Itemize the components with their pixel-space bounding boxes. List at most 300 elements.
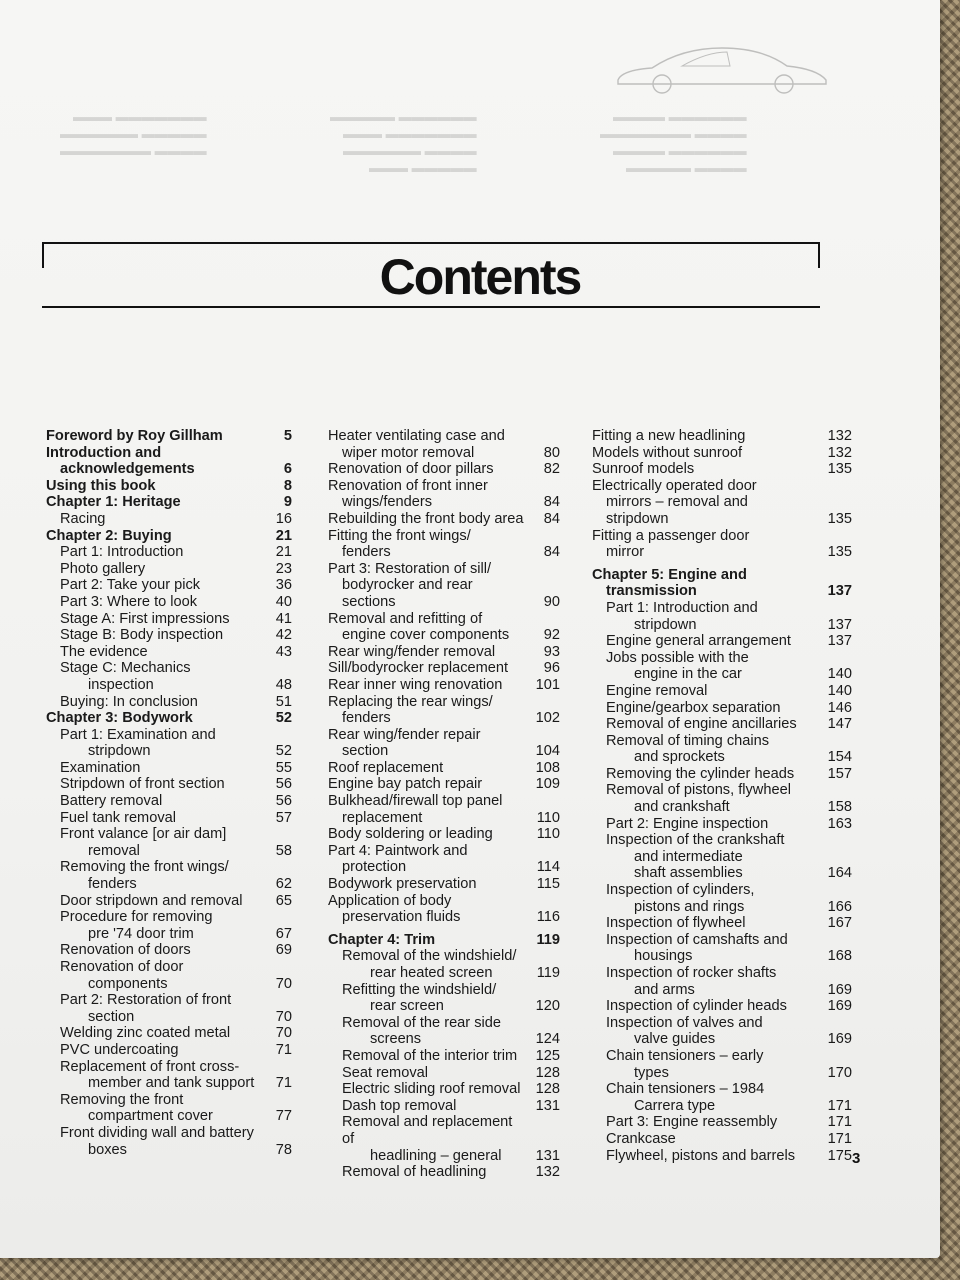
toc-entry-title bbox=[46, 528, 260, 545]
toc-entry bbox=[328, 1081, 560, 1098]
toc-page-number: 62 bbox=[275, 876, 292, 893]
toc-entry-text: Engine bay patch repair bbox=[328, 776, 483, 793]
toc-entry-title bbox=[46, 478, 260, 495]
toc-entry-text: Removal of engine ancillaries bbox=[606, 716, 797, 733]
toc-entry-text: Removal of pistons, flywheel bbox=[606, 782, 791, 799]
toc-entry-title bbox=[46, 561, 260, 578]
toc-entry-continuation: rear heated screen bbox=[370, 965, 493, 981]
toc-entry-title bbox=[46, 611, 260, 628]
show-through-text: ▬▬▬▬▬▬ ▬▬▬▬ ▬▬▬▬ ▬▬▬▬▬▬▬ ▬▬▬▬▬▬ ▬▬▬▬ ▬▬▬▬ ▬▬▬▬▬ bbox=[600, 109, 747, 175]
toc-entry bbox=[46, 611, 292, 628]
toc-entry-continuation: stripdown bbox=[88, 743, 151, 760]
toc-entry bbox=[328, 677, 560, 694]
toc-entry bbox=[328, 843, 560, 876]
toc-entry-text: Heater ventilating case and bbox=[328, 428, 505, 444]
toc-entry-title bbox=[592, 733, 820, 766]
toc-entry bbox=[592, 600, 852, 633]
toc-entry bbox=[328, 760, 560, 777]
toc-entry-title bbox=[46, 577, 260, 594]
toc-entry bbox=[592, 700, 852, 717]
toc-entry-title bbox=[592, 832, 820, 882]
toc-entry bbox=[592, 716, 852, 733]
toc-entry-title bbox=[328, 1015, 528, 1048]
toc-entry-title bbox=[592, 882, 820, 915]
toc-entry-text: Buying: In conclusion bbox=[60, 693, 198, 710]
toc-page-number: 119 bbox=[536, 931, 560, 948]
toc-page-number: 56 bbox=[275, 776, 292, 793]
toc-entry-continuation: stripdown bbox=[606, 510, 669, 527]
toc-entry bbox=[592, 1081, 852, 1114]
toc-page-number: 132 bbox=[535, 1164, 560, 1181]
toc-entry-text: Inspection of rocker shafts bbox=[606, 965, 777, 981]
toc-entry-title bbox=[592, 1114, 820, 1131]
toc-page-number: 71 bbox=[275, 1075, 292, 1092]
toc-entry-continuation: fenders bbox=[88, 876, 137, 893]
toc-entry-continuation: valve guides bbox=[634, 1031, 716, 1048]
toc-page-number: 36 bbox=[275, 577, 292, 594]
toc-entry-title bbox=[592, 567, 820, 600]
toc-entry-title bbox=[46, 428, 260, 445]
toc-page-number: 171 bbox=[827, 1114, 852, 1131]
toc-page-number: 124 bbox=[535, 1031, 560, 1048]
toc-entry-title bbox=[328, 1164, 528, 1181]
toc-entry-title bbox=[46, 893, 260, 910]
toc-entry-continuation: sections bbox=[342, 593, 396, 610]
toc-entry-text: Flywheel, pistons and barrels bbox=[606, 1147, 795, 1164]
toc-entry-title bbox=[328, 461, 528, 478]
toc-entry bbox=[46, 760, 292, 777]
toc-page-number: 51 bbox=[275, 693, 292, 710]
toc-entry-text: Door stripdown and removal bbox=[60, 892, 243, 909]
toc-entry bbox=[592, 733, 852, 766]
toc-entry-continuation: pre '74 door trim bbox=[88, 925, 194, 942]
toc-page-number: 69 bbox=[275, 942, 292, 959]
toc-page-number: 125 bbox=[535, 1047, 560, 1064]
toc-entry-continuation: wiper motor removal bbox=[342, 444, 475, 461]
toc-entry bbox=[592, 1131, 852, 1148]
toc-entry bbox=[328, 826, 560, 843]
toc-entry-title bbox=[46, 826, 260, 859]
toc-entry bbox=[328, 893, 560, 926]
toc-entry-continuation: types bbox=[634, 1064, 669, 1081]
toc-entry-title bbox=[328, 1081, 528, 1098]
toc-entry-text: Removal of the rear side bbox=[342, 1014, 501, 1031]
toc-entry-continuation: transmission bbox=[606, 583, 697, 600]
toc-page-number: 166 bbox=[827, 898, 852, 915]
toc-entry-text: Chapter 1: Heritage bbox=[46, 494, 181, 511]
toc-entry-title bbox=[592, 478, 820, 528]
toc-entry-text: Welding zinc coated metal bbox=[60, 1025, 231, 1042]
toc-entry-text: Removal of the windshield/ bbox=[342, 948, 517, 965]
toc-page-number: 101 bbox=[535, 676, 560, 693]
toc-entry-text: Renovation of doors bbox=[60, 942, 191, 959]
toc-entry-title bbox=[592, 700, 820, 717]
toc-entry-title bbox=[328, 611, 528, 644]
toc-entry-text: Chapter 3: Bodywork bbox=[46, 710, 193, 727]
toc-page-number: 80 bbox=[543, 444, 560, 461]
toc-page-number: 164 bbox=[827, 865, 852, 882]
toc-page-number: 5 bbox=[283, 428, 292, 444]
toc-entry-text: Removal of the interior trim bbox=[342, 1047, 518, 1064]
toc-entry-text: Part 3: Restoration of sill/ bbox=[328, 560, 492, 577]
toc-entry-text: Models without sunroof bbox=[592, 444, 743, 461]
toc-entry-title bbox=[328, 660, 528, 677]
toc-entry-text: Part 2: Take your pick bbox=[60, 577, 201, 594]
toc-entry bbox=[592, 766, 852, 783]
toc-page-number: 116 bbox=[536, 909, 560, 926]
toc-entry bbox=[592, 998, 852, 1015]
toc-page-number: 84 bbox=[543, 544, 560, 561]
toc-entry-title bbox=[592, 683, 820, 700]
toc-page-number: 115 bbox=[536, 876, 560, 893]
toc-entry-title bbox=[46, 810, 260, 827]
toc-entry-title bbox=[592, 528, 820, 561]
toc-entry bbox=[46, 826, 292, 859]
toc-page-number: 167 bbox=[827, 915, 852, 932]
toc-entry bbox=[592, 1048, 852, 1081]
toc-entry bbox=[328, 1015, 560, 1048]
toc-entry bbox=[46, 544, 292, 561]
toc-entry-title bbox=[328, 826, 528, 843]
toc-entry-text: Removing the cylinder heads bbox=[606, 765, 795, 782]
toc-entry-title bbox=[328, 948, 528, 981]
toc-entry-text: Removal and replacement of bbox=[342, 1114, 513, 1147]
toc-entry-text: Part 3: Engine reassembly bbox=[606, 1114, 778, 1131]
toc-entry-title bbox=[328, 1114, 528, 1164]
toc-entry bbox=[592, 650, 852, 683]
toc-entry-title bbox=[328, 677, 528, 694]
toc-entry-text: Inspection of flywheel bbox=[606, 915, 746, 932]
toc-entry-text: Part 1: Introduction bbox=[60, 544, 184, 561]
show-through-text: ▬▬▬▬▬▬▬ ▬▬▬ ▬▬▬▬▬ ▬▬▬▬▬▬ ▬▬▬▬ ▬▬▬▬▬▬▬ bbox=[60, 109, 207, 158]
toc-entry-text: Battery removal bbox=[60, 793, 163, 810]
toc-entry-title bbox=[46, 544, 260, 561]
toc-entry bbox=[328, 1114, 560, 1164]
toc-chapter-entry bbox=[46, 428, 292, 445]
toc-entry-text: Stage C: Mechanics bbox=[60, 660, 191, 677]
toc-entry bbox=[328, 660, 560, 677]
toc-page-number: 157 bbox=[827, 765, 852, 782]
toc-page-number: 137 bbox=[827, 616, 852, 633]
toc-entry-title bbox=[46, 644, 260, 661]
toc-entry-title bbox=[328, 694, 528, 727]
toc-entry-text: Fitting the front wings/ bbox=[328, 527, 471, 544]
toc-entry-title bbox=[46, 1059, 260, 1092]
toc-page-number: 9 bbox=[283, 494, 292, 511]
toc-page-number: 43 bbox=[275, 643, 292, 660]
toc-page-number: 131 bbox=[535, 1097, 560, 1114]
toc-entry-continuation: section bbox=[342, 743, 389, 760]
toc-page-number: 84 bbox=[543, 494, 560, 511]
toc-page-number: 90 bbox=[543, 593, 560, 610]
toc-column-2 bbox=[328, 428, 560, 1181]
toc-entry-title bbox=[46, 992, 260, 1025]
toc-entry-title bbox=[592, 633, 820, 650]
toc-entry-text: Engine/gearbox separation bbox=[606, 699, 781, 716]
toc-entry-continuation: preservation fluids bbox=[342, 909, 461, 926]
toc-entry-title bbox=[46, 909, 260, 942]
toc-entry bbox=[46, 594, 292, 611]
toc-entry-title bbox=[46, 1025, 260, 1042]
toc-entry-continuation: removal bbox=[88, 842, 140, 859]
toc-page-number: 92 bbox=[543, 627, 560, 644]
toc-entry-title bbox=[46, 942, 260, 959]
toc-entry-text: Sunroof models bbox=[592, 461, 695, 478]
toc-entry bbox=[592, 1148, 852, 1165]
toc-entry-title bbox=[46, 793, 260, 810]
toc-entry bbox=[46, 644, 292, 661]
toc-entry bbox=[46, 694, 292, 711]
toc-page-number: 67 bbox=[275, 925, 292, 942]
toc-entry-title bbox=[46, 660, 260, 693]
toc-entry-text: Part 1: Introduction and bbox=[606, 599, 758, 616]
toc-entry-text: Chapter 4: Trim bbox=[328, 931, 436, 948]
toc-entry-text: Removal of headlining bbox=[342, 1164, 487, 1181]
toc-entry bbox=[592, 915, 852, 932]
toc-entry-text: Rear inner wing renovation bbox=[328, 676, 503, 693]
toc-entry-title bbox=[46, 694, 260, 711]
toc-entry bbox=[46, 727, 292, 760]
toc-entry-title bbox=[592, 816, 820, 833]
toc-entry-title bbox=[328, 727, 528, 760]
toc-entry-text: Chain tensioners – early bbox=[606, 1047, 764, 1064]
toc-entry bbox=[328, 561, 560, 611]
toc-entry bbox=[328, 461, 560, 478]
toc-page-number: 65 bbox=[275, 892, 292, 909]
toc-entry bbox=[592, 816, 852, 833]
toc-page-number: 169 bbox=[827, 981, 852, 998]
toc-page-number: 41 bbox=[275, 610, 292, 627]
toc-entry-text: Roof replacement bbox=[328, 759, 444, 776]
toc-entry bbox=[46, 859, 292, 892]
toc-page-number: 140 bbox=[827, 682, 852, 699]
toc-page-number: 128 bbox=[535, 1064, 560, 1081]
toc-entry-title bbox=[328, 478, 528, 511]
toc-entry-title bbox=[46, 1092, 260, 1125]
toc-page-number: 6 bbox=[283, 461, 292, 478]
toc-entry bbox=[46, 893, 292, 910]
toc-entry-text: Rear wing/fender removal bbox=[328, 643, 496, 660]
toc-entry-title bbox=[592, 965, 820, 998]
toc-page-number: 132 bbox=[827, 428, 852, 444]
toc-entry-title bbox=[46, 760, 260, 777]
toc-page-number: 71 bbox=[275, 1041, 292, 1058]
toc-entry-title bbox=[328, 876, 528, 893]
toc-entry bbox=[46, 992, 292, 1025]
toc-page-number: 102 bbox=[535, 710, 560, 727]
toc-entry-text: Rebuilding the front body area bbox=[328, 510, 524, 527]
toc-entry-continuation: section bbox=[88, 1008, 135, 1025]
toc-entry-text: Chapter 5: Engine and bbox=[592, 566, 747, 583]
toc-page-number: 21 bbox=[275, 527, 292, 544]
toc-entry bbox=[592, 683, 852, 700]
toc-entry-text: Replacement of front cross- bbox=[60, 1058, 240, 1075]
toc-entry-text: Bodywork preservation bbox=[328, 876, 477, 893]
toc-page-number: 147 bbox=[827, 716, 852, 733]
toc-page-number: 114 bbox=[536, 859, 560, 876]
toc-entry bbox=[328, 428, 560, 461]
toc-entry-title bbox=[592, 1131, 820, 1148]
toc-entry-continuation: and crankshaft bbox=[634, 799, 730, 816]
toc-entry-continuation: inspection bbox=[88, 676, 154, 693]
toc-entry bbox=[46, 577, 292, 594]
toc-page-number: 135 bbox=[827, 461, 852, 478]
toc-entry bbox=[328, 727, 560, 760]
toc-page-number: 23 bbox=[275, 560, 292, 577]
toc-entry-title bbox=[46, 727, 260, 760]
toc-entry-text: Crankcase bbox=[606, 1130, 676, 1147]
toc-entry-text: Stage A: First impressions bbox=[60, 610, 230, 627]
toc-entry-title bbox=[46, 1125, 260, 1158]
show-through-text: ▬▬▬▬▬▬ ▬▬▬▬▬ ▬▬▬▬▬▬▬ ▬▬▬ ▬▬▬▬ ▬▬▬▬▬▬ ▬▬▬▬▬ ▬▬▬ bbox=[330, 109, 477, 175]
toc-entry-text: Stage B: Body inspection bbox=[60, 627, 224, 644]
toc-entry bbox=[328, 611, 560, 644]
toc-entry-text: Front valance [or air dam] bbox=[60, 826, 227, 843]
toc-chapter-entry bbox=[46, 445, 292, 478]
toc-entry-continuation: and intermediate bbox=[634, 848, 743, 865]
toc-entry bbox=[328, 1065, 560, 1082]
toc-entry-continuation: engine cover components bbox=[342, 627, 510, 644]
toc-entry-title bbox=[328, 511, 528, 528]
toc-entry-continuation: fenders bbox=[342, 544, 391, 561]
toc-entry-text: Renovation of front inner bbox=[328, 477, 488, 494]
toc-chapter-entry bbox=[592, 567, 852, 600]
toc-page-number: 42 bbox=[275, 627, 292, 644]
toc-entry-title bbox=[592, 428, 820, 445]
toc-entry bbox=[328, 1098, 560, 1115]
toc-entry-text: Inspection of the crankshaft bbox=[606, 832, 785, 849]
toc-page-number: 84 bbox=[543, 510, 560, 527]
toc-page-number: 163 bbox=[827, 815, 852, 832]
toc-page-number: 131 bbox=[535, 1147, 560, 1164]
toc-entry bbox=[592, 965, 852, 998]
toc-entry-continuation: Carrera type bbox=[634, 1097, 716, 1114]
toc-entry-text: Fuel tank removal bbox=[60, 809, 176, 826]
toc-entry-title bbox=[46, 959, 260, 992]
toc-entry-title bbox=[592, 445, 820, 462]
toc-entry-continuation: acknowledgements bbox=[60, 461, 195, 478]
toc-entry-text: Inspection of camshafts and bbox=[606, 931, 788, 948]
toc-entry-text: Bulkhead/firewall top panel bbox=[328, 793, 503, 810]
toc-entry-text: Examination bbox=[60, 759, 141, 776]
toc-page-number: 171 bbox=[827, 1130, 852, 1147]
toc-page-number: 70 bbox=[275, 1008, 292, 1025]
toc-entry-text: Using this book bbox=[46, 477, 156, 494]
toc-page-number: 137 bbox=[827, 583, 852, 600]
toc-entry-text: Engine general arrangement bbox=[606, 633, 791, 650]
toc-page-number: 56 bbox=[275, 793, 292, 810]
toc-page-number: 175 bbox=[827, 1147, 852, 1164]
toc-page-number: 57 bbox=[275, 809, 292, 826]
toc-page-number: 168 bbox=[827, 948, 852, 965]
toc-entry-continuation: engine in the car bbox=[634, 666, 742, 683]
toc-entry-text: Refitting the windshield/ bbox=[342, 981, 497, 998]
toc-page-number: 8 bbox=[283, 477, 292, 494]
toc-entry-continuation: protection bbox=[342, 859, 407, 876]
header-rule-bottom bbox=[42, 306, 820, 308]
toc-entry-text: Application of body bbox=[328, 892, 452, 909]
toc-page-number: 119 bbox=[536, 965, 560, 981]
toc-entry-title bbox=[592, 932, 820, 965]
toc-entry-title bbox=[592, 716, 820, 733]
toc-entry-continuation: shaft assemblies bbox=[634, 865, 743, 882]
toc-entry bbox=[328, 948, 560, 981]
toc-entry-continuation: wings/fenders bbox=[342, 494, 433, 511]
toc-entry-text: Racing bbox=[60, 510, 106, 527]
toc-chapter-entry bbox=[46, 528, 292, 545]
toc-page-number: 169 bbox=[827, 998, 852, 1015]
toc-chapter-entry bbox=[46, 478, 292, 495]
toc-entry-continuation: headlining – general bbox=[370, 1147, 502, 1164]
toc-entry-text: Photo gallery bbox=[60, 560, 146, 577]
toc-entry-continuation: and arms bbox=[634, 981, 695, 998]
toc-entry-continuation: mirror bbox=[606, 544, 645, 561]
toc-page-number: 120 bbox=[535, 998, 560, 1015]
toc-entry-title bbox=[46, 511, 260, 528]
toc-entry-text: Seat removal bbox=[342, 1064, 428, 1081]
toc-entry-text: Rear wing/fender repair bbox=[328, 726, 481, 743]
toc-entry-title bbox=[46, 594, 260, 611]
toc-entry-title bbox=[592, 1048, 820, 1081]
toc-page-number: 70 bbox=[275, 975, 292, 992]
toc-entry bbox=[46, 627, 292, 644]
toc-entry-title bbox=[592, 998, 820, 1015]
toc-page-number: 78 bbox=[275, 1141, 292, 1158]
toc-entry bbox=[328, 776, 560, 793]
toc-entry-title bbox=[592, 600, 820, 633]
toc-entry bbox=[46, 561, 292, 578]
toc-entry-title bbox=[328, 893, 528, 926]
toc-entry bbox=[592, 528, 852, 561]
toc-entry-text: Replacing the rear wings/ bbox=[328, 693, 493, 710]
toc-entry-title bbox=[46, 627, 260, 644]
toc-entry-title bbox=[592, 766, 820, 783]
toc-entry bbox=[328, 793, 560, 826]
toc-page-number: 137 bbox=[827, 633, 852, 650]
toc-page-number: 140 bbox=[827, 666, 852, 683]
toc-page-number: 169 bbox=[827, 1031, 852, 1048]
toc-entry bbox=[328, 982, 560, 1015]
toc-entry-title bbox=[328, 1048, 528, 1065]
toc-entry-continuation: bodyrocker and rear bbox=[342, 577, 473, 594]
toc-page-number: 93 bbox=[543, 643, 560, 660]
toc-column-1 bbox=[46, 428, 292, 1158]
header-rule-top bbox=[42, 242, 820, 244]
toc-entry-title bbox=[592, 1148, 820, 1165]
toc-entry-title bbox=[328, 428, 528, 461]
toc-entry bbox=[46, 959, 292, 992]
toc-page-number: 77 bbox=[275, 1108, 292, 1125]
toc-entry-continuation: rear screen bbox=[370, 998, 444, 1015]
toc-entry bbox=[592, 882, 852, 915]
car-sketch-icon bbox=[612, 36, 832, 96]
toc-page-number: 110 bbox=[536, 826, 560, 843]
toc-entry bbox=[46, 511, 292, 528]
toc-entry-text: Removing the front wings/ bbox=[60, 859, 229, 876]
toc-chapter-entry bbox=[46, 710, 292, 727]
toc-entry bbox=[328, 876, 560, 893]
toc-page-number: 58 bbox=[275, 842, 292, 859]
toc-entry bbox=[46, 1125, 292, 1158]
toc-entry-title bbox=[592, 1015, 820, 1048]
toc-entry-text: Dash top removal bbox=[342, 1097, 457, 1114]
toc-entry-text: Electric sliding roof removal bbox=[342, 1081, 521, 1098]
toc-entry bbox=[46, 1042, 292, 1059]
toc-entry-text: Stripdown of front section bbox=[60, 776, 225, 793]
toc-entry bbox=[328, 528, 560, 561]
toc-entry-text: Introduction and bbox=[46, 444, 162, 461]
toc-entry bbox=[592, 428, 852, 445]
